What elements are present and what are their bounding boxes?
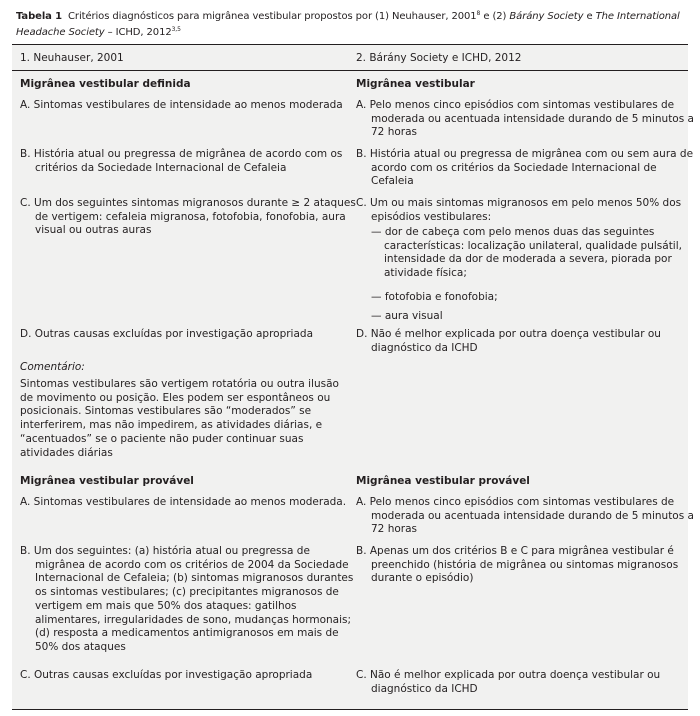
table-caption — [16, 9, 688, 41]
section-title-probable: Migrânea vestibular provável — [356, 475, 530, 487]
caption-reference: 8 — [476, 10, 481, 17]
section-title-probable: Migrânea vestibular provável — [20, 475, 194, 487]
criterion-item: C. Um dos seguintes sintomas migranosos durante ≥ 2 ataques de vertigem: cefaleia migranosa, fotofobia, fonofobia, aura visual ou outras auras — [20, 197, 356, 237]
criterion-item: B. Apenas um dos critérios B e C para migrânea vestibular é preenchido (história de migrânea ou sintomas migranosos durante o episódio) — [356, 545, 679, 585]
sub-criterion-item: — dor de cabeça com pelo menos duas das seguintes características: localização unilateral, qualidade pulsátil, intensidade da dor de moderada a severa, piorada por atividade física; — [371, 226, 682, 280]
section-title-definite: Migrânea vestibular — [356, 78, 475, 90]
comment-label: Comentário: — [20, 361, 85, 373]
criterion-item: B. História atual ou pregressa de migrânea com ou sem aura de acordo com os critérios da Sociedade Internacional de Cefaleia — [356, 148, 694, 188]
column-header-neuhauser: 1. Neuhauser, 2001 — [20, 52, 124, 64]
criterion-item: D. Outras causas excluídas por investigação apropriada — [20, 328, 314, 340]
caption-text: e (2) — [480, 11, 510, 22]
criterion-item: B. Um dos seguintes: (a) história atual ou pregressa de migrânea de acordo com os critérios de 2004 da Sociedade Internacional de Cefaleia; (b) sintomas migranosos durantes os sintomas vestibulares; (c) precipitantes migranosos de vertigem em mais que 50% dos ataques: gatilhos alimentares, irregularidades de sono, mudanças hormonais; (d) resposta a medicamentos antimigranosos em mais de 50% dos ataques — [20, 545, 354, 653]
caption-society-name: The International Headache Society — [16, 11, 680, 38]
table-label: Tabela 1 — [16, 11, 63, 22]
criterion-item: D. Não é melhor explicada por outra doença vestibular ou diagnóstico da ICHD — [356, 328, 661, 354]
criterion-item: C. Outras causas excluídas por investigação apropriada — [20, 669, 313, 681]
criterion-item: A. Pelo menos cinco episódios com sintomas vestibulares de moderada ou acentuada intensidade durando de 5 minutos a 72 horas — [356, 99, 694, 139]
comment-text: Sintomas vestibulares são vertigem rotatória ou outra ilusão de movimento ou posição. Eles podem ser espontâneos ou posicionais. Sintomas vestibulares são “moderados” se interferirem, mas não impedirem, as atividades diárias, e “acentuados” se o paciente não puder continuar suas atividades diárias — [20, 378, 339, 459]
sub-criterion-item: — fotofobia e fonofobia; — [371, 291, 498, 303]
section-title-definite: Migrânea vestibular definida — [20, 78, 191, 90]
criterion-item: C. Um ou mais sintomas migranosos em pelo menos 50% dos episódios vestibulares: — [356, 197, 682, 223]
criterion-item: B. História atual ou pregressa de migrânea de acordo com os critérios da Sociedade Internacional de Cefaleia — [20, 148, 343, 174]
sub-criterion-item: — aura visual — [371, 310, 443, 322]
caption-society-name: Bárány Society — [509, 11, 584, 22]
criteria-table — [12, 44, 694, 710]
header-divider — [12, 70, 688, 71]
caption-text: Critérios diagnósticos para migrânea vestibular propostos por (1) Neuhauser, 2001 — [68, 11, 477, 22]
criterion-item: C. Não é melhor explicada por outra doença vestibular ou diagnóstico da ICHD — [356, 669, 661, 695]
caption-text: e — [583, 11, 596, 22]
criterion-item: A. Pelo menos cinco episódios com sintomas vestibulares de moderada ou acentuada intensidade durando de 5 minutos a 72 horas — [356, 496, 694, 536]
caption-reference: 3,5 — [171, 26, 181, 33]
criterion-item: A. Sintomas vestibulares de intensidade ao menos moderada — [20, 99, 343, 111]
column-header-barany: 2. Bárány Society e ICHD, 2012 — [356, 52, 522, 64]
criterion-item: A. Sintomas vestibulares de intensidade ao menos moderada. — [20, 496, 347, 508]
caption-text: – ICHD, 2012 — [104, 27, 172, 38]
